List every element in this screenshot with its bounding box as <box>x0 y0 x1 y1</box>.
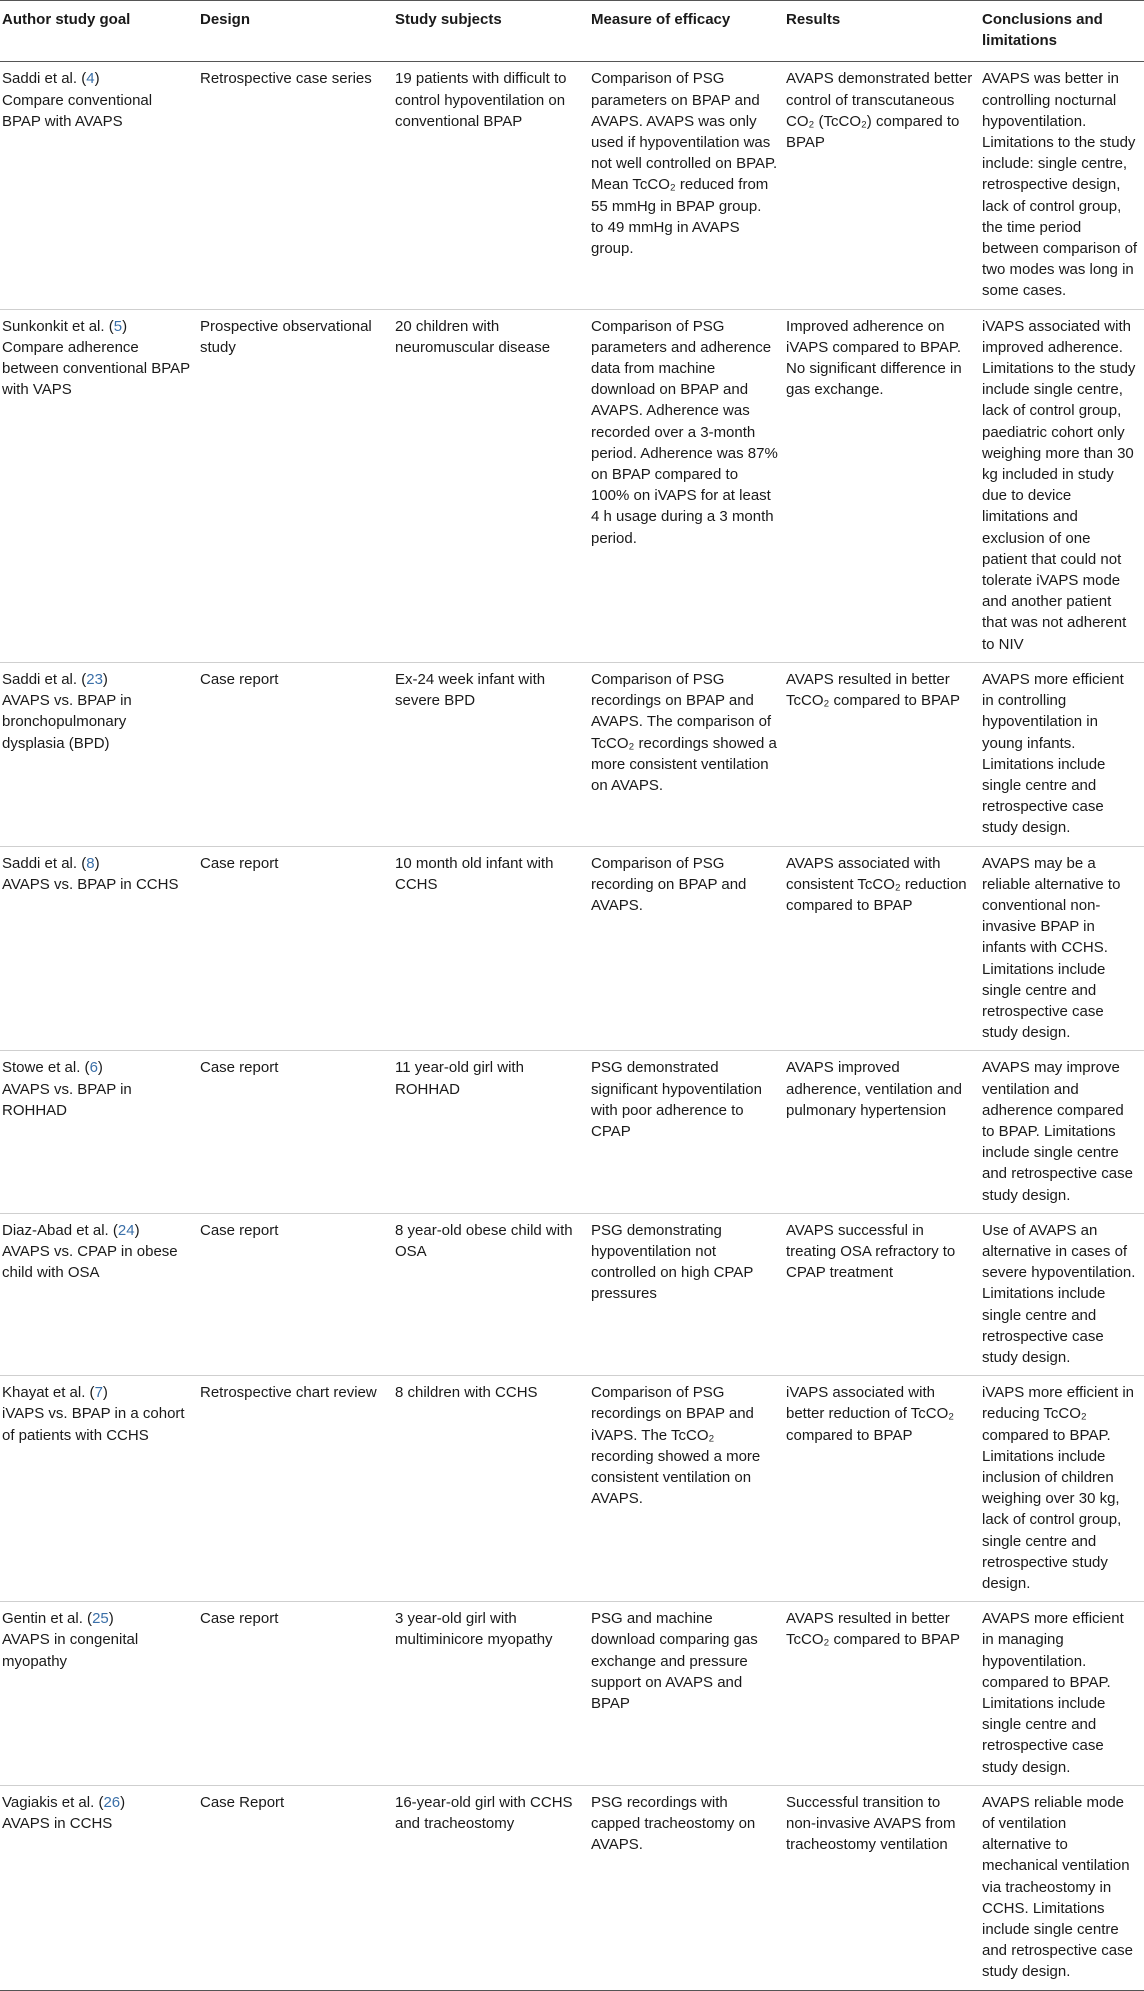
cell-results: AVAPS associated with consistent TcCO₂ reduction compared to BPAP <box>786 854 967 914</box>
reference-link[interactable]: 24 <box>117 1221 135 1239</box>
table-header-row <box>0 1 1144 62</box>
cell-conclusions: iVAPS more efficient in reducing TcCO₂ compared to BPAP. Limitations include inclusion of children weighing over 30 kg, lack of control group, single centre and retrospective study design. <box>982 1384 1135 1593</box>
cell-study-subjects: 20 children with neuromuscular disease <box>395 317 551 356</box>
study-goal: Compare adherence between conventional BPAP with VAPS <box>2 338 190 399</box>
study-goal: AVAPS vs. BPAP in CCHS <box>2 875 179 893</box>
cell-measure-of-efficacy: Comparison of PSG recordings on BPAP and AVAPS. The comparison of TcCO₂ recordings showed a more consistent ventilation on AVAPS. <box>591 670 777 794</box>
header-measure-of-efficacy: Measure of efficacy <box>591 11 731 28</box>
table-row <box>0 62 1144 309</box>
reference-link[interactable]: 26 <box>103 1793 121 1811</box>
cell-results: iVAPS associated with better reduction of TcCO₂ compared to BPAP <box>786 1384 955 1444</box>
cell-design: Case Report <box>200 1793 285 1811</box>
cell-measure-of-efficacy: PSG demonstrated significant hypoventilation with poor adherence to CPAP <box>591 1059 762 1140</box>
cell-measure-of-efficacy: PSG demonstrating hypoventilation not controlled on high CPAP pressures <box>591 1221 754 1303</box>
cell-measure-of-efficacy: Comparison of PSG parameters on BPAP and AVAPS. AVAPS was only used if hypoventilation was not well controlled on BPAP. Mean TcCO₂ reduced from 55 mmHg in BPAP group. to 49 mmHg in AVAPS group. <box>591 70 778 258</box>
cell-author-goal: Saddi et al. (8) AVAPS vs. BPAP in CCHS <box>2 854 179 893</box>
cell-measure-of-efficacy: PSG and machine download comparing gas exchange and pressure support on AVAPS and BPAP <box>591 1610 758 1713</box>
cell-author-goal: Saddi et al. (4) Compare conventional BPAP with AVAPS <box>2 70 153 130</box>
table-row <box>0 846 1144 1051</box>
cell-design: Prospective observational study <box>200 317 372 356</box>
author-name: Vagiakis et al. <box>2 1793 95 1811</box>
reference-link[interactable]: 4 <box>86 70 95 88</box>
table-row <box>0 1213 1144 1375</box>
cell-design: Retrospective chart review <box>200 1384 377 1402</box>
author-name: Gentin et al. <box>2 1610 83 1628</box>
author-name: Khayat et al. <box>2 1384 86 1402</box>
cell-conclusions: AVAPS more efficient in managing hypoventilation. compared to BPAP. Limitations include single centre and retrospective case study design. <box>982 1610 1124 1776</box>
cell-results: Improved adherence on iVAPS compared to BPAP. No significant difference in gas exchange. <box>786 317 962 399</box>
author-name: Saddi et al. <box>2 70 78 88</box>
cell-author-goal: Sunkonkit et al. (5) Compare adherence between conventional BPAP with VAPS <box>2 317 190 399</box>
study-goal: AVAPS vs. BPAP in ROHHAD <box>2 1080 132 1119</box>
cell-conclusions: AVAPS may be a reliable alternative to conventional non-invasive BPAP in infants with CCHS. Limitations include single centre and retrospective case study design. <box>982 854 1121 1042</box>
study-goal: iVAPS vs. BPAP in a cohort of patients with CCHS <box>2 1405 185 1444</box>
cell-author-goal: Khayat et al. (7) iVAPS vs. BPAP in a cohort of patients with CCHS <box>2 1384 185 1444</box>
cell-author-goal: Vagiakis et al. (26) AVAPS in CCHS <box>2 1793 126 1833</box>
header-design: Design <box>200 11 251 28</box>
cell-author-goal: Stowe et al. (6) AVAPS vs. BPAP in ROHHAD <box>2 1059 132 1119</box>
study-goal: Compare conventional BPAP with AVAPS <box>2 91 153 130</box>
cell-design: Retrospective case series <box>200 70 372 88</box>
author-name: Saddi et al. <box>2 670 78 688</box>
cell-study-subjects: 8 year-old obese child with OSA <box>395 1221 573 1260</box>
study-goal: AVAPS vs. BPAP in bronchopulmonary dysplasia (BPD) <box>2 692 132 752</box>
cell-study-subjects: 19 patients with difficult to control hypoventilation on conventional BPAP <box>395 70 567 130</box>
author-name: Saddi et al. <box>2 854 78 872</box>
cell-author-goal: Gentin et al. (25) AVAPS in congenital myopathy <box>2 1610 139 1670</box>
cell-study-subjects: 3 year-old girl with multiminicore myopathy <box>395 1610 553 1649</box>
cell-measure-of-efficacy: Comparison of PSG recordings on BPAP and iVAPS. The TcCO₂ recording showed a more consistent ventilation on AVAPS. <box>591 1384 761 1508</box>
cell-study-subjects: 8 children with CCHS <box>395 1384 538 1402</box>
cell-measure-of-efficacy: Comparison of PSG recording on BPAP and AVAPS. <box>591 854 747 914</box>
reference-link[interactable]: 5 <box>113 317 123 335</box>
cell-results: AVAPS resulted in better TcCO₂ compared to BPAP <box>786 670 960 710</box>
study-goal: AVAPS vs. CPAP in obese child with OSA <box>2 1242 178 1282</box>
cell-author-goal: Saddi et al. (23) AVAPS vs. BPAP in bronchopulmonary dysplasia (BPD) <box>2 670 132 752</box>
reference-link[interactable]: 7 <box>94 1384 103 1402</box>
author-name: Stowe et al. <box>2 1059 81 1077</box>
cell-conclusions: Use of AVAPS an alternative in cases of severe hypoventilation. Limitations include single centre and retrospective case study design. <box>982 1221 1136 1366</box>
cell-author-goal: Diaz-Abad et al. (24) AVAPS vs. CPAP in obese child with OSA <box>2 1221 178 1282</box>
reference-link[interactable]: 23 <box>86 670 103 688</box>
header-conclusions-limitations: Conclusions and limitations <box>982 11 1103 50</box>
cell-study-subjects: Ex-24 week infant with severe BPD <box>395 670 546 710</box>
table-row <box>0 309 1144 662</box>
header-results: Results <box>786 11 841 28</box>
author-name: Sunkonkit et al. <box>2 317 105 335</box>
study-goal: AVAPS in congenital myopathy <box>2 1631 139 1670</box>
cell-results: AVAPS demonstrated better control of transcutaneous CO₂ (TcCO₂) compared to BPAP <box>786 70 973 152</box>
cell-conclusions: AVAPS reliable mode of ventilation alternative to mechanical ventilation via tracheostomy in CCHS. Limitations include single centre and retrospective case study design. <box>982 1793 1133 1981</box>
cell-study-subjects: 11 year-old girl with ROHHAD <box>395 1059 524 1098</box>
reference-link[interactable]: 6 <box>89 1059 98 1077</box>
cell-conclusions: iVAPS associated with improved adherence. Limitations to the study include single centre, lack of control group, paediatric cohort only weighing more than 30 kg included in study due to device limitations and exclusion of one patient that could not tolerate iVAPS mode and another patient that was not adherent to NIV <box>982 317 1136 653</box>
cell-design: Case report <box>200 1610 279 1628</box>
table-row <box>0 1785 1144 1990</box>
cell-conclusions: AVAPS was better in controlling nocturnal hypoventilation. Limitations to the study include: single centre, retrospective design, lack of control group, the time period between comparison of two modes was long in some cases. <box>982 70 1138 300</box>
table-row <box>0 1051 1144 1213</box>
cell-design: Case report <box>200 854 279 872</box>
author-name: Diaz-Abad et al. <box>2 1221 109 1239</box>
cell-measure-of-efficacy: PSG recordings with capped tracheostomy on AVAPS. <box>591 1793 756 1854</box>
cell-conclusions: AVAPS may improve ventilation and adherence compared to BPAP. Limitations include single centre and retrospective case study design. <box>982 1059 1133 1204</box>
cell-study-subjects: 10 month old infant with CCHS <box>395 854 554 893</box>
header-study-subjects: Study subjects <box>395 11 502 28</box>
cell-measure-of-efficacy: Comparison of PSG parameters and adherence data from machine download on BPAP and AVAPS. Adherence was recorded over a 3-month period. Adherence was 87% on BPAP compared to 100% on iVAPS for at least 4 h usage during a 3 month period. <box>591 317 778 547</box>
cell-results: AVAPS successful in treating OSA refractory to CPAP treatment <box>786 1221 956 1282</box>
table-row <box>0 1602 1144 1786</box>
cell-results: AVAPS resulted in better TcCO₂ compared to BPAP <box>786 1610 960 1649</box>
cell-design: Case report <box>200 1221 279 1239</box>
cell-results: AVAPS improved adherence, ventilation and pulmonary hypertension <box>786 1059 962 1119</box>
cell-conclusions: AVAPS more efficient in controlling hypoventilation in young infants. Limitations include single centre and retrospective case study design. <box>982 670 1124 837</box>
table-body <box>0 62 1144 1990</box>
cell-study-subjects: 16-year-old girl with CCHS and tracheostomy <box>395 1793 573 1833</box>
cell-design: Case report <box>200 1059 279 1077</box>
study-goal: AVAPS in CCHS <box>2 1815 113 1833</box>
header-author-study-goal: Author study goal <box>2 11 131 28</box>
reference-link[interactable]: 8 <box>86 854 95 872</box>
table-row <box>0 662 1144 846</box>
reference-link[interactable]: 25 <box>92 1610 109 1628</box>
table-row <box>0 1376 1144 1602</box>
cell-design: Case report <box>200 670 279 688</box>
cell-results: Successful transition to non-invasive AVAPS from tracheostomy ventilation <box>786 1793 956 1854</box>
